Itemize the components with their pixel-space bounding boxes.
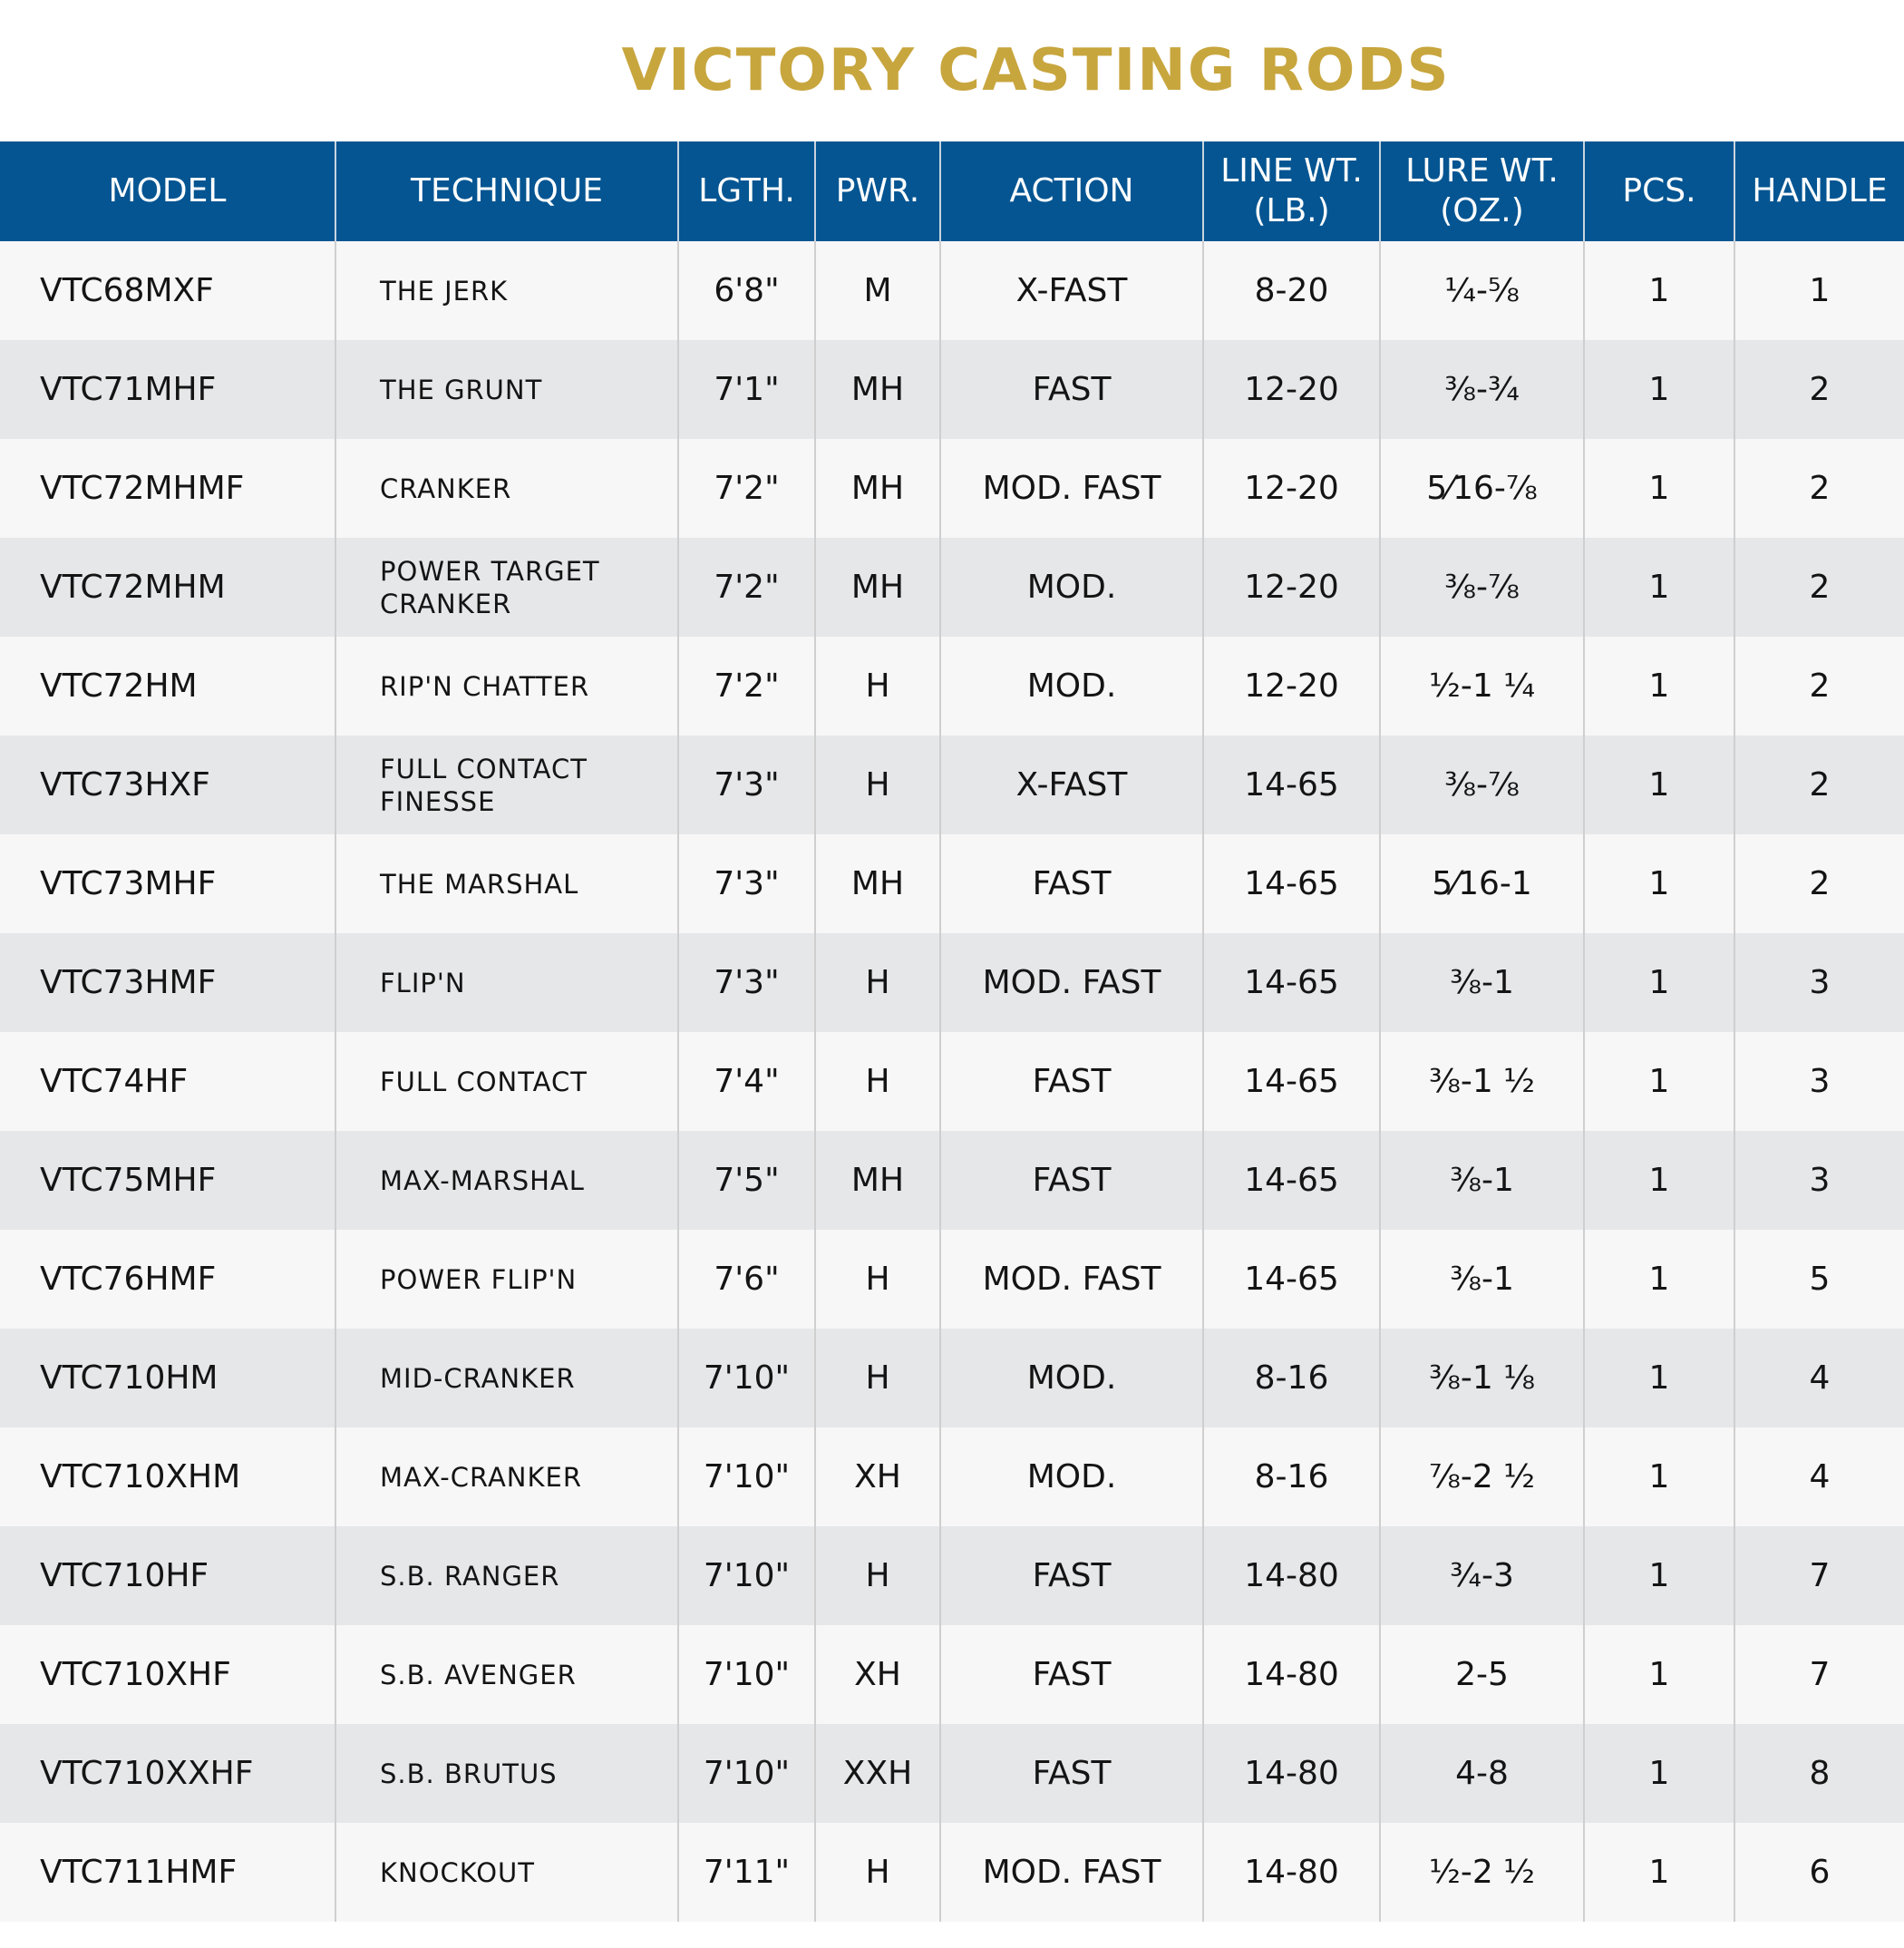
table-row: [0, 1131, 1904, 1230]
cell-line-weight: 14-80: [1203, 1823, 1380, 1922]
cell-action: X-FAST: [940, 241, 1203, 340]
cell-length: 7'3": [678, 834, 815, 933]
cell-technique: S.B. AVENGER: [335, 1625, 678, 1724]
cell-technique: KNOCKOUT: [335, 1823, 678, 1922]
cell-line-weight: 14-80: [1203, 1724, 1380, 1823]
cell-technique: MAX-CRANKER: [335, 1427, 678, 1526]
cell-action: FAST: [940, 1131, 1203, 1230]
cell-action: FAST: [940, 1724, 1203, 1823]
cell-handle: 4: [1734, 1427, 1904, 1526]
column-header-power[interactable]: PWR.: [815, 141, 940, 241]
cell-technique: RIP'N CHATTER: [335, 637, 678, 735]
cell-model: VTC710HM: [0, 1329, 335, 1427]
cell-pieces: 1: [1584, 933, 1734, 1032]
cell-line-weight: 12-20: [1203, 340, 1380, 439]
cell-power: H: [815, 735, 940, 834]
cell-technique: S.B. BRUTUS: [335, 1724, 678, 1823]
table-row: [0, 637, 1904, 735]
table-header-row: [0, 141, 1904, 241]
cell-handle: 3: [1734, 1032, 1904, 1131]
table-row: [0, 1032, 1904, 1131]
cell-power: MH: [815, 1131, 940, 1230]
cell-pieces: 1: [1584, 1823, 1734, 1922]
cell-length: 7'11": [678, 1823, 815, 1922]
cell-handle: 2: [1734, 834, 1904, 933]
cell-pieces: 1: [1584, 834, 1734, 933]
cell-lure-weight: ⅜-1: [1380, 1131, 1584, 1230]
cell-model: VTC74HF: [0, 1032, 335, 1131]
cell-handle: 4: [1734, 1329, 1904, 1427]
cell-lure-weight: ⅜-1: [1380, 1230, 1584, 1329]
cell-length: 7'10": [678, 1724, 815, 1823]
cell-pieces: 1: [1584, 1230, 1734, 1329]
cell-line-weight: 14-65: [1203, 1230, 1380, 1329]
column-header-lure-weight[interactable]: LURE WT. (OZ.): [1380, 141, 1584, 241]
cell-pieces: 1: [1584, 1427, 1734, 1526]
cell-handle: 7: [1734, 1625, 1904, 1724]
cell-lure-weight: 5⁄16-1: [1380, 834, 1584, 933]
cell-lure-weight: ¾-3: [1380, 1526, 1584, 1625]
cell-action: FAST: [940, 1526, 1203, 1625]
cell-action: MOD.: [940, 1329, 1203, 1427]
column-header-pieces[interactable]: PCS.: [1584, 141, 1734, 241]
table-body: [0, 241, 1904, 1922]
table-row: [0, 1526, 1904, 1625]
cell-length: 6'8": [678, 241, 815, 340]
cell-handle: 8: [1734, 1724, 1904, 1823]
cell-power: XH: [815, 1427, 940, 1526]
cell-pieces: 1: [1584, 1032, 1734, 1131]
cell-line-weight: 12-20: [1203, 439, 1380, 538]
cell-handle: 6: [1734, 1823, 1904, 1922]
table-row: [0, 1823, 1904, 1922]
table-row: [0, 1427, 1904, 1526]
cell-model: VTC72MHMF: [0, 439, 335, 538]
column-header-line-weight[interactable]: LINE WT. (LB.): [1203, 141, 1380, 241]
cell-model: VTC71MHF: [0, 340, 335, 439]
table-row: [0, 933, 1904, 1032]
cell-lure-weight: ⅜-⅞: [1380, 735, 1584, 834]
cell-length: 7'4": [678, 1032, 815, 1131]
table-row: [0, 1329, 1904, 1427]
cell-pieces: 1: [1584, 1131, 1734, 1230]
table-row: [0, 538, 1904, 637]
cell-lure-weight: ⅜-1 ⅛: [1380, 1329, 1584, 1427]
column-header-length[interactable]: LGTH.: [678, 141, 815, 241]
cell-model: VTC710XHM: [0, 1427, 335, 1526]
cell-technique: MAX-MARSHAL: [335, 1131, 678, 1230]
cell-line-weight: 8-20: [1203, 241, 1380, 340]
cell-power: XH: [815, 1625, 940, 1724]
page-title: VICTORY CASTING RODS: [621, 37, 1451, 104]
cell-lure-weight: 5⁄16-⅞: [1380, 439, 1584, 538]
rod-spec-table: [0, 141, 1904, 1922]
cell-power: MH: [815, 439, 940, 538]
cell-pieces: 1: [1584, 1625, 1734, 1724]
cell-line-weight: 14-65: [1203, 735, 1380, 834]
cell-pieces: 1: [1584, 340, 1734, 439]
cell-lure-weight: ½-2 ½: [1380, 1823, 1584, 1922]
table-row: [0, 1230, 1904, 1329]
cell-power: MH: [815, 538, 940, 637]
cell-power: XXH: [815, 1724, 940, 1823]
cell-lure-weight: 4-8: [1380, 1724, 1584, 1823]
cell-lure-weight: ⅞-2 ½: [1380, 1427, 1584, 1526]
cell-power: H: [815, 1032, 940, 1131]
table-row: [0, 834, 1904, 933]
cell-length: 7'5": [678, 1131, 815, 1230]
cell-line-weight: 8-16: [1203, 1329, 1380, 1427]
cell-model: VTC73HMF: [0, 933, 335, 1032]
cell-lure-weight: 2-5: [1380, 1625, 1584, 1724]
cell-action: FAST: [940, 340, 1203, 439]
cell-power: MH: [815, 340, 940, 439]
cell-handle: 7: [1734, 1526, 1904, 1625]
cell-length: 7'3": [678, 735, 815, 834]
cell-line-weight: 12-20: [1203, 637, 1380, 735]
cell-action: FAST: [940, 1032, 1203, 1131]
cell-length: 7'1": [678, 340, 815, 439]
cell-line-weight: 12-20: [1203, 538, 1380, 637]
table-row: [0, 735, 1904, 834]
cell-action: MOD.: [940, 1427, 1203, 1526]
cell-pieces: 1: [1584, 538, 1734, 637]
cell-length: 7'2": [678, 439, 815, 538]
cell-length: 7'2": [678, 538, 815, 637]
cell-lure-weight: ½-1 ¼: [1380, 637, 1584, 735]
table-row: [0, 439, 1904, 538]
cell-action: MOD. FAST: [940, 1230, 1203, 1329]
cell-line-weight: 8-16: [1203, 1427, 1380, 1526]
cell-pieces: 1: [1584, 1724, 1734, 1823]
cell-pieces: 1: [1584, 637, 1734, 735]
cell-model: VTC75MHF: [0, 1131, 335, 1230]
table-row: [0, 340, 1904, 439]
cell-power: H: [815, 637, 940, 735]
cell-model: VTC72HM: [0, 637, 335, 735]
cell-length: 7'6": [678, 1230, 815, 1329]
cell-technique: THE GRUNT: [335, 340, 678, 439]
cell-model: VTC710XHF: [0, 1625, 335, 1724]
cell-length: 7'3": [678, 933, 815, 1032]
cell-line-weight: 14-65: [1203, 1131, 1380, 1230]
cell-lure-weight: ⅜-1 ½: [1380, 1032, 1584, 1131]
cell-technique: FLIP'N: [335, 933, 678, 1032]
cell-technique: THE MARSHAL: [335, 834, 678, 933]
column-header-technique[interactable]: TECHNIQUE: [335, 141, 678, 241]
cell-lure-weight: ⅜-¾: [1380, 340, 1584, 439]
cell-line-weight: 14-65: [1203, 1032, 1380, 1131]
cell-action: FAST: [940, 1625, 1203, 1724]
cell-length: 7'10": [678, 1427, 815, 1526]
cell-action: MOD.: [940, 637, 1203, 735]
cell-model: VTC73HXF: [0, 735, 335, 834]
cell-model: VTC711HMF: [0, 1823, 335, 1922]
cell-handle: 2: [1734, 340, 1904, 439]
cell-handle: 5: [1734, 1230, 1904, 1329]
cell-technique: THE JERK: [335, 241, 678, 340]
cell-pieces: 1: [1584, 241, 1734, 340]
cell-technique: POWER FLIP'N: [335, 1230, 678, 1329]
cell-power: H: [815, 1823, 940, 1922]
cell-handle: 3: [1734, 1131, 1904, 1230]
cell-action: MOD. FAST: [940, 1823, 1203, 1922]
cell-power: H: [815, 933, 940, 1032]
cell-technique: POWER TARGET CRANKER: [335, 538, 678, 637]
cell-model: VTC73MHF: [0, 834, 335, 933]
cell-pieces: 1: [1584, 1526, 1734, 1625]
table-row: [0, 241, 1904, 340]
cell-handle: 2: [1734, 735, 1904, 834]
cell-power: H: [815, 1230, 940, 1329]
cell-length: 7'2": [678, 637, 815, 735]
cell-line-weight: 14-65: [1203, 933, 1380, 1032]
cell-power: M: [815, 241, 940, 340]
cell-model: VTC710XXHF: [0, 1724, 335, 1823]
table-row: [0, 1625, 1904, 1724]
cell-length: 7'10": [678, 1526, 815, 1625]
cell-action: FAST: [940, 834, 1203, 933]
cell-lure-weight: ⅜-1: [1380, 933, 1584, 1032]
cell-handle: 1: [1734, 241, 1904, 340]
cell-line-weight: 14-65: [1203, 834, 1380, 933]
cell-handle: 2: [1734, 439, 1904, 538]
cell-model: VTC68MXF: [0, 241, 335, 340]
cell-technique: S.B. RANGER: [335, 1526, 678, 1625]
cell-pieces: 1: [1584, 1329, 1734, 1427]
cell-handle: 2: [1734, 637, 1904, 735]
column-header-action[interactable]: ACTION: [940, 141, 1203, 241]
cell-technique: MID-CRANKER: [335, 1329, 678, 1427]
cell-pieces: 1: [1584, 735, 1734, 834]
cell-handle: 3: [1734, 933, 1904, 1032]
column-header-model[interactable]: MODEL: [0, 141, 335, 241]
cell-action: MOD.: [940, 538, 1203, 637]
cell-line-weight: 14-80: [1203, 1625, 1380, 1724]
cell-length: 7'10": [678, 1625, 815, 1724]
cell-model: VTC710HF: [0, 1526, 335, 1625]
cell-action: X-FAST: [940, 735, 1203, 834]
cell-length: 7'10": [678, 1329, 815, 1427]
cell-action: MOD. FAST: [940, 439, 1203, 538]
cell-power: H: [815, 1526, 940, 1625]
cell-power: MH: [815, 834, 940, 933]
cell-technique: CRANKER: [335, 439, 678, 538]
cell-model: VTC76HMF: [0, 1230, 335, 1329]
cell-lure-weight: ¼-⅝: [1380, 241, 1584, 340]
cell-handle: 2: [1734, 538, 1904, 637]
cell-action: MOD. FAST: [940, 933, 1203, 1032]
cell-pieces: 1: [1584, 439, 1734, 538]
cell-line-weight: 14-80: [1203, 1526, 1380, 1625]
cell-lure-weight: ⅜-⅞: [1380, 538, 1584, 637]
cell-model: VTC72MHM: [0, 538, 335, 637]
cell-power: H: [815, 1329, 940, 1427]
cell-technique: FULL CONTACT FINESSE: [335, 735, 678, 834]
table-row: [0, 1724, 1904, 1823]
column-header-handle[interactable]: HANDLE: [1734, 141, 1904, 241]
cell-technique: FULL CONTACT: [335, 1032, 678, 1131]
